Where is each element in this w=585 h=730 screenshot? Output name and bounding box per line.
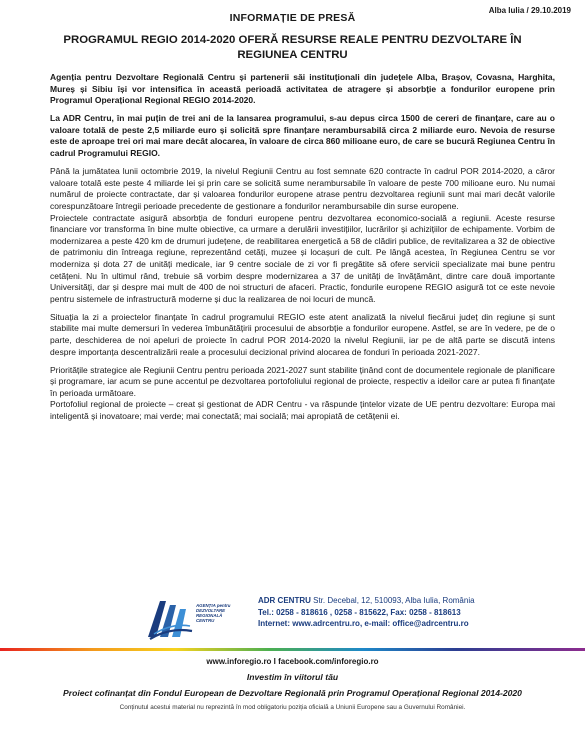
org-name: ADR CENTRU — [258, 596, 311, 605]
rainbow-divider — [0, 648, 585, 651]
contact-info — [258, 595, 475, 630]
dateline: Alba Iulia / 29.10.2019 — [488, 6, 571, 15]
body-paragraph-priorities: Prioritățile strategice ale Regiunii Centru pentru perioada 2021-2027 sunt stabilite ținând cont de documentele regionale de planificare și programare, iar acum se pune accentul pe dezvoltarea portofoliului regional de proiecte, respectiv a ideilor care ar putea fi finanțate în perioada următoare. — [50, 364, 555, 398]
contact-address-line — [258, 595, 475, 607]
contact-internet[interactable]: Internet: www.adrcentru.ro, e-mail: office@adrcentru.ro — [258, 619, 469, 628]
lead-paragraph: Agenția pentru Dezvoltare Regională Centru și partenerii săi instituționali din județele Alba, Brașov, Covasna, Harghita, Mureș și Sibiu își vor intensifica în această perioadă activitatea de atragere și absorbție a fondurilor europene prin Programul Operațional Regional REGIO 2014-2020. — [50, 72, 555, 106]
body-paragraph-portfolio: Portofoliul regional de proiecte – creat și gestionat de ADR Centru - va răspunde țintelor vizate de UE pentru dezvoltare: Europa mai inteligentă și inovatoare; mai verde; mai conectată; mai socială; mai apropiată de cetățenii ei. — [50, 399, 555, 422]
contact-phones: Tel.: 0258 - 818616 , 0258 - 815622, Fax: 0258 - 818613 — [258, 607, 461, 617]
body-content — [50, 72, 555, 429]
adr-centru-logo-icon — [140, 587, 250, 641]
footer-cofinancing: Proiect cofinanțat din Fondul European de Dezvoltare Regională prin Programul Operațional Regional 2014-2020 — [63, 688, 522, 698]
body-paragraph-projects: Proiectele contractate asigură absorbția de fonduri europene pentru dezvoltarea economico-socială a regiunii. Aceste resurse financiare vor transforma în bine multe obiective, ca urmare a derulării investițiilor, lucrărilor și achizițiilor de echipamente. Vorbim de modernizarea a peste 420 km de drumuri județene, de reabilitarea energetică a 58 de clădiri publice, de revitalizarea a 32 de obiective de patrimoniu din întreaga regiune, reprezentând cetăți, muzee și locașuri de cult. Pe lângă acestea, în Regiunea Centru se vor moderniza și dota 27 de unități medicale, iar 9 centre sociale de zi vor fi pregătite să ofere servicii specializate mai bune pentru cetățeni. Nu în ultimul rând, trebuie să vorbim despre modernizarea a 37 de unități de învățământ, dintre care două importante Universități, dar și despre mai mult de 400 de noi structuri de afaceri. Practic, fondurile europene REGIO asigură tot ce este nevoie pentru sistemele de infrastructură moderne și duc la realizarea de noi locuri de muncă. — [50, 212, 555, 304]
footer-disclaimer: Conținutul acestui material nu reprezintă în mod obligatoriu poziția oficială a Uniunii Europene sau a Guvernului României. — [119, 704, 466, 711]
footer-slogan: Investim în viitorul tău — [246, 672, 339, 682]
body-paragraph-situation: Situația la zi a proiectelor finanțate în cadrul programului REGIO este atent analizată la nivelul fiecărui județ din regiune și sunt stabilite mai multe demersuri în vederea îmbunătățirii procesului de absorbție a fondurilor europene. Astfel, se are în vedere, pe de o parte, deschiderea de noi apeluri de proiecte în cadrul POR 2014-2020 la nivelul Regiunii, iar pe de altă parte se discută intens despre importanța descentralizării reale a procesului decizional privind alocarea de fonduri în perioada 2021-2027. — [50, 311, 555, 357]
contact-block — [0, 585, 585, 645]
org-address: Str. Decebal, 12, 510093, Alba Iulia, România — [310, 596, 475, 605]
logo-text: AGENȚIA pentru DEZVOLTARE REGIONALĂ CENTRU — [196, 603, 231, 623]
document-label: INFORMAȚIE DE PRESĂ — [229, 12, 356, 24]
body-paragraph-contracts: Până la jumătatea lunii octombrie 2019, la nivelul Regiunii Centru au fost semnate 620 contracte în cadrul POR 2014-2020, a căror valoare totală este peste 4 miliarde lei și prin care se solicită sume nerambursabile în valoare de peste 700 milioane euro. Nu numai numărul de proiecte contractate, dar și valoarea fondurilor europene atrase pentru dezvoltarea regiunii sunt mai mari decât valorile corespunzătoare întregii perioade precedente de gestionare a fondurilor nerambursabile din surse europene. — [50, 166, 555, 211]
footer-web-links[interactable]: www.inforegio.ro I facebook.com/inforegio.ro — [206, 657, 379, 666]
document-title: PROGRAMUL REGIO 2014-2020 OFERĂ RESURSE REALE PENTRU DEZVOLTARE ÎN REGIUNEA CENTRU — [63, 34, 522, 61]
highlight-paragraph: La ADR Centru, în mai puțin de trei ani de la lansarea programului, s-au depus circa 1500 de cereri de finanțare, care au o valoare totală de peste 2,5 miliarde euro și solicită spre finanțare nerambursabilă circa 2 miliarde euro. Nevoia de resurse este de aproape trei ori mai mare decât alocarea, în valoare de circa 860 milioane euro, de care se bucură Regiunea Centru în cadrul Programului REGIO. — [50, 113, 556, 159]
